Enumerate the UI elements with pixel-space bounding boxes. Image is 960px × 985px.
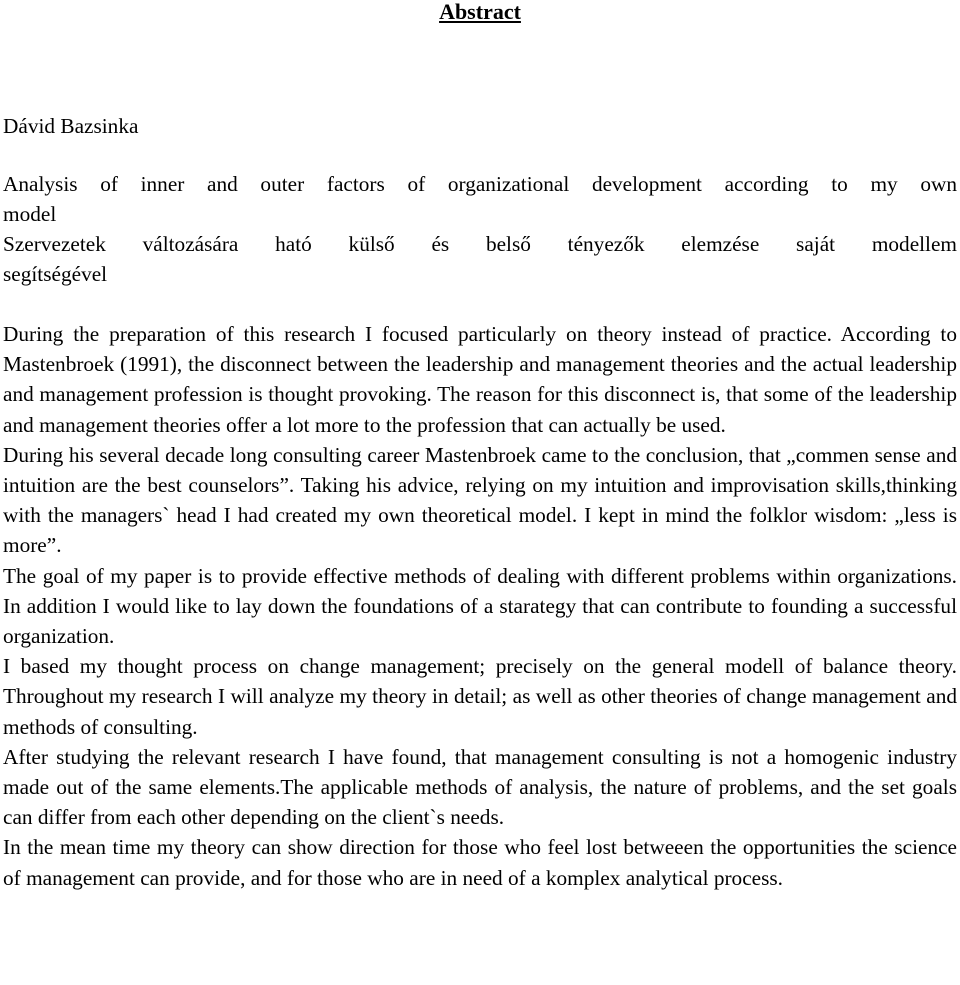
thesis-title-en-line2: model	[3, 202, 57, 226]
thesis-title-en-line1: Analysis of inner and outer factors of organizational development according to my own	[3, 172, 957, 196]
thesis-title-hu-line1: Szervezetek változására ható külső és belső tényezők elemzése saját modellem	[3, 232, 957, 256]
author-name: Dávid Bazsinka	[3, 114, 139, 138]
abstract-paragraph: During the preparation of this research I focused particularly on theory instead of practice. According to Mastenbroek (1991), the disconnect between the leadership and management theories and the actual leadership and management profession is thought provoking. The reason for this disconnect is, that some of the leadership and management theories offer a lot more to the profession that can actually be used.	[3, 322, 957, 437]
abstract-paragraph: After studying the relevant research I have found, that management consulting is not a homogenic industry made out of the same elements.The applicable methods of analysis, the nature of problems, and the set goals can differ from each other depending on the client`s needs.	[3, 744, 957, 830]
abstract-body	[3, 319, 957, 893]
page-title: Abstract	[439, 0, 521, 24]
thesis-title-block	[3, 169, 957, 289]
abstract-paragraph: I based my thought process on change management; precisely on the general modell of balance theory. Throughout my research I will analyze my theory in detail; as well as other theories of change management and methods of consulting.	[3, 654, 957, 739]
abstract-paragraph: During his several decade long consulting career Mastenbroek came to the conclusion, that „commen sense and intuition are the best counselors”. Taking his advice, relying on my intuition and improvisation skills,thinking with the managers` head I had created my own theoretical model. I kept in mind the folklor wisdom: „less is more”.	[3, 442, 957, 558]
abstract-paragraph: The goal of my paper is to provide effective methods of dealing with different problems within organizations. In addition I would like to lay down the foundations of a starategy that can contribute to founding a successful organization.	[3, 563, 957, 649]
thesis-title-hu-line2: segítségével	[3, 262, 108, 286]
abstract-paragraph: In the mean time my theory can show direction for those who feel lost betweeen the opportunities the science of management can provide, and for those who are in need of a komplex analytical process.	[3, 835, 957, 890]
